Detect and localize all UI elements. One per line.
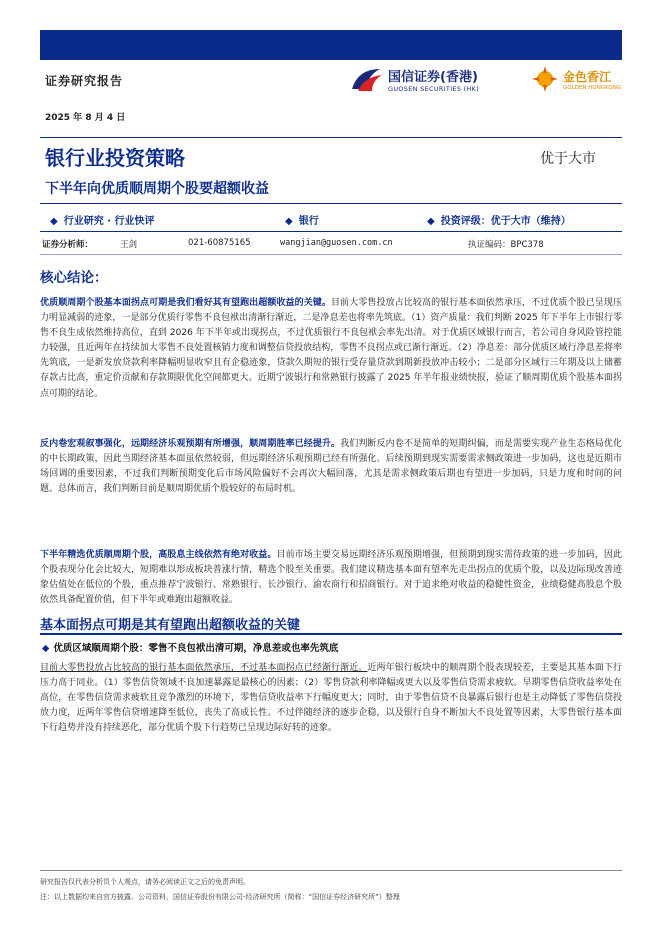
diamond-icon: ◆ xyxy=(427,216,435,227)
logo-en: GUOSEN SECURITIES (HK) xyxy=(388,84,480,93)
footer-divider xyxy=(40,870,622,871)
divider xyxy=(40,137,622,138)
analyst-cert: 执证编码：BPC378 xyxy=(468,240,544,250)
golden-hk-icon xyxy=(530,64,560,94)
analyst-phone: 021-60875165 xyxy=(188,238,251,248)
doc-type: 证券研究报告 xyxy=(45,74,124,88)
guosen-logo-icon xyxy=(350,65,384,93)
rating-text: 优于大市 xyxy=(540,151,596,167)
guosen-logo xyxy=(350,62,512,96)
page-title: 银行业投资策略 xyxy=(45,146,185,170)
header-bar xyxy=(40,30,622,60)
divider xyxy=(40,254,622,255)
golden-hk-logo xyxy=(530,62,622,96)
logo2-cn: 金色香江 xyxy=(563,69,612,84)
analyst-role: 证券分析师： xyxy=(42,240,94,250)
core-paragraph-1: 优质顺周期个股基本面拐点可期是我们看好其有望跑出超额收益的关键。目前大零售投放占比较高的银行基本面依然承压，不过优质个股已呈现压力明显减弱的迹象，一是部分优质行零售不良包袱出清渐行渐近，二是净息差也将率先筑底。（1）资产质量：我们判断 2025 年下半年上市银行零售不良生成依然维持高位，直到 2026 年下半年或出现拐点，不过优质银行不良包袱会率先出清。对于优质区域银行而言，若公司自身风险管控能力较强，且近两年在持续加大零售不良处置核销力度和调整信贷投放结构，零售不良拐点或已渐行渐近。（2）净息差：部分优质区域行净息差将率先筑底，一是新发放贷款利率降幅明显收窄且有企稳迹象，贷款久期短的银行受存量贷款到期新投放冲击较小；二是部分区域行三年期及以上储蓄存款占比高，重定价贡献和存款期限优化空间都更大。近期宁波银行和常熟银行披露了 2025 年半年报业绩快报，验证了顺周期优质个股基本面拐点可期的结论。 xyxy=(40,298,622,399)
report-date: 2025 年 8 月 4 日 xyxy=(45,113,126,123)
footer-disclaimer: 研究报告仅代表分析员个人观点，请务必阅读正文之后的免责声明。 xyxy=(40,878,250,886)
diamond-icon: ◆ xyxy=(50,216,58,227)
analyst-email[interactable]: wangjian@guosen.com.cn xyxy=(280,238,393,248)
core-heading: 核心结论： xyxy=(40,270,108,286)
diamond-icon: ◆ xyxy=(285,216,293,227)
divider xyxy=(40,231,622,232)
logo2-en: GOLDEN HONGKONG xyxy=(563,84,622,91)
section-paragraph: 目前大零售投放占比较高的银行基本面依然承压，不过基本面拐点已经渐行渐近。近两年银行板块中的顺周期个股表现较差，主要是其基本面下行压力高于同业。（1）零售信贷领域不良加速暴露是最核心的因素；（2）零售贷款利率降幅或更大以及零售信贷需求疲软。早期零售信贷收益率处在高位，在零售信贷需求疲软且竞争激烈的环境下，零售信贷收益率下行幅度更大；同时，由于零售信贷不良暴露后银行也是主动降低了零售信贷投放力度，近两年零售信贷增速降至低位，丧失了高成长性。不过伴随经济的逐步企稳，以及银行自身不断加大不良处置等因素，大零售银行基本面下行趋势并没有持续恶化，部分优质个股下行趋势已呈现边际好转的迹象。 xyxy=(40,663,622,734)
logo-cn: 国信证券(香港) xyxy=(388,69,478,85)
section-heading: 基本面拐点可期是其有望跑出超额收益的关键 xyxy=(40,618,301,633)
meta-rating: ◆ 投资评级：优于大市（维持） xyxy=(427,216,571,227)
section-subheading: ◆ 优质区域顺周期个股：零售不良包袱出清可期，净息差或也率先筑底 xyxy=(42,643,339,654)
page-subtitle: 下半年向优质顺周期个股要超额收益 xyxy=(45,181,269,197)
divider xyxy=(40,633,622,635)
meta-category: ◆ 行业研究 · 行业快评 xyxy=(50,216,155,227)
footer-source: 注：以上数据均来自官方披露、公司资料，国信证券股份有限公司-经济研究所（简称：“国信证券经济研究所”）整理 xyxy=(40,893,400,901)
core-paragraph-2: 反内卷宏观叙事强化，远期经济乐观预期有所增强，顺周期胜率已经提升。我们判断反内卷不是简单的短期纠偏，而是需要实现产业生态格局优化的中长期政策，因此当期经济基本面虽依然较弱，但远期经济乐观预期已经有所强化。后续预期到现实需要需求侧政策进一步加码，这也是近期市场回调的重要因素，不过我们判断预期变化后市场风险偏好不会再次大幅回落，尤其是需求侧政策后期也有望进一步加码，只是力度和时间的问题。总体而言，我们判断目前是顺周期优质个股较好的布局时机。 xyxy=(40,439,622,495)
analyst-name: 王剑 xyxy=(120,240,138,250)
diamond-icon: ◆ xyxy=(42,643,50,654)
divider xyxy=(40,203,622,204)
core-paragraph-3: 下半年精选优质顺周期个股，高股息主线依然有绝对收益。目前市场主要交易远期经济乐观预期增强，但预期到现实需待政策的进一步加码，因此个股表现分化会比较大，短期难以形成板块普涨行情，精选个股至关重要。我们建议精选基本面有望率先走出拐点的优质个股，以及边际现改善迹象估值处在低位的个股，重点推荐宁波银行、常熟银行、长沙银行、渝农商行和招商银行。对于追求绝对收益的稳健性资金，业绩稳健高股息个股依然具备配置价值，但下半年或难跑出超额收益。 xyxy=(40,550,622,606)
meta-industry: ◆ 银行 xyxy=(285,216,319,227)
